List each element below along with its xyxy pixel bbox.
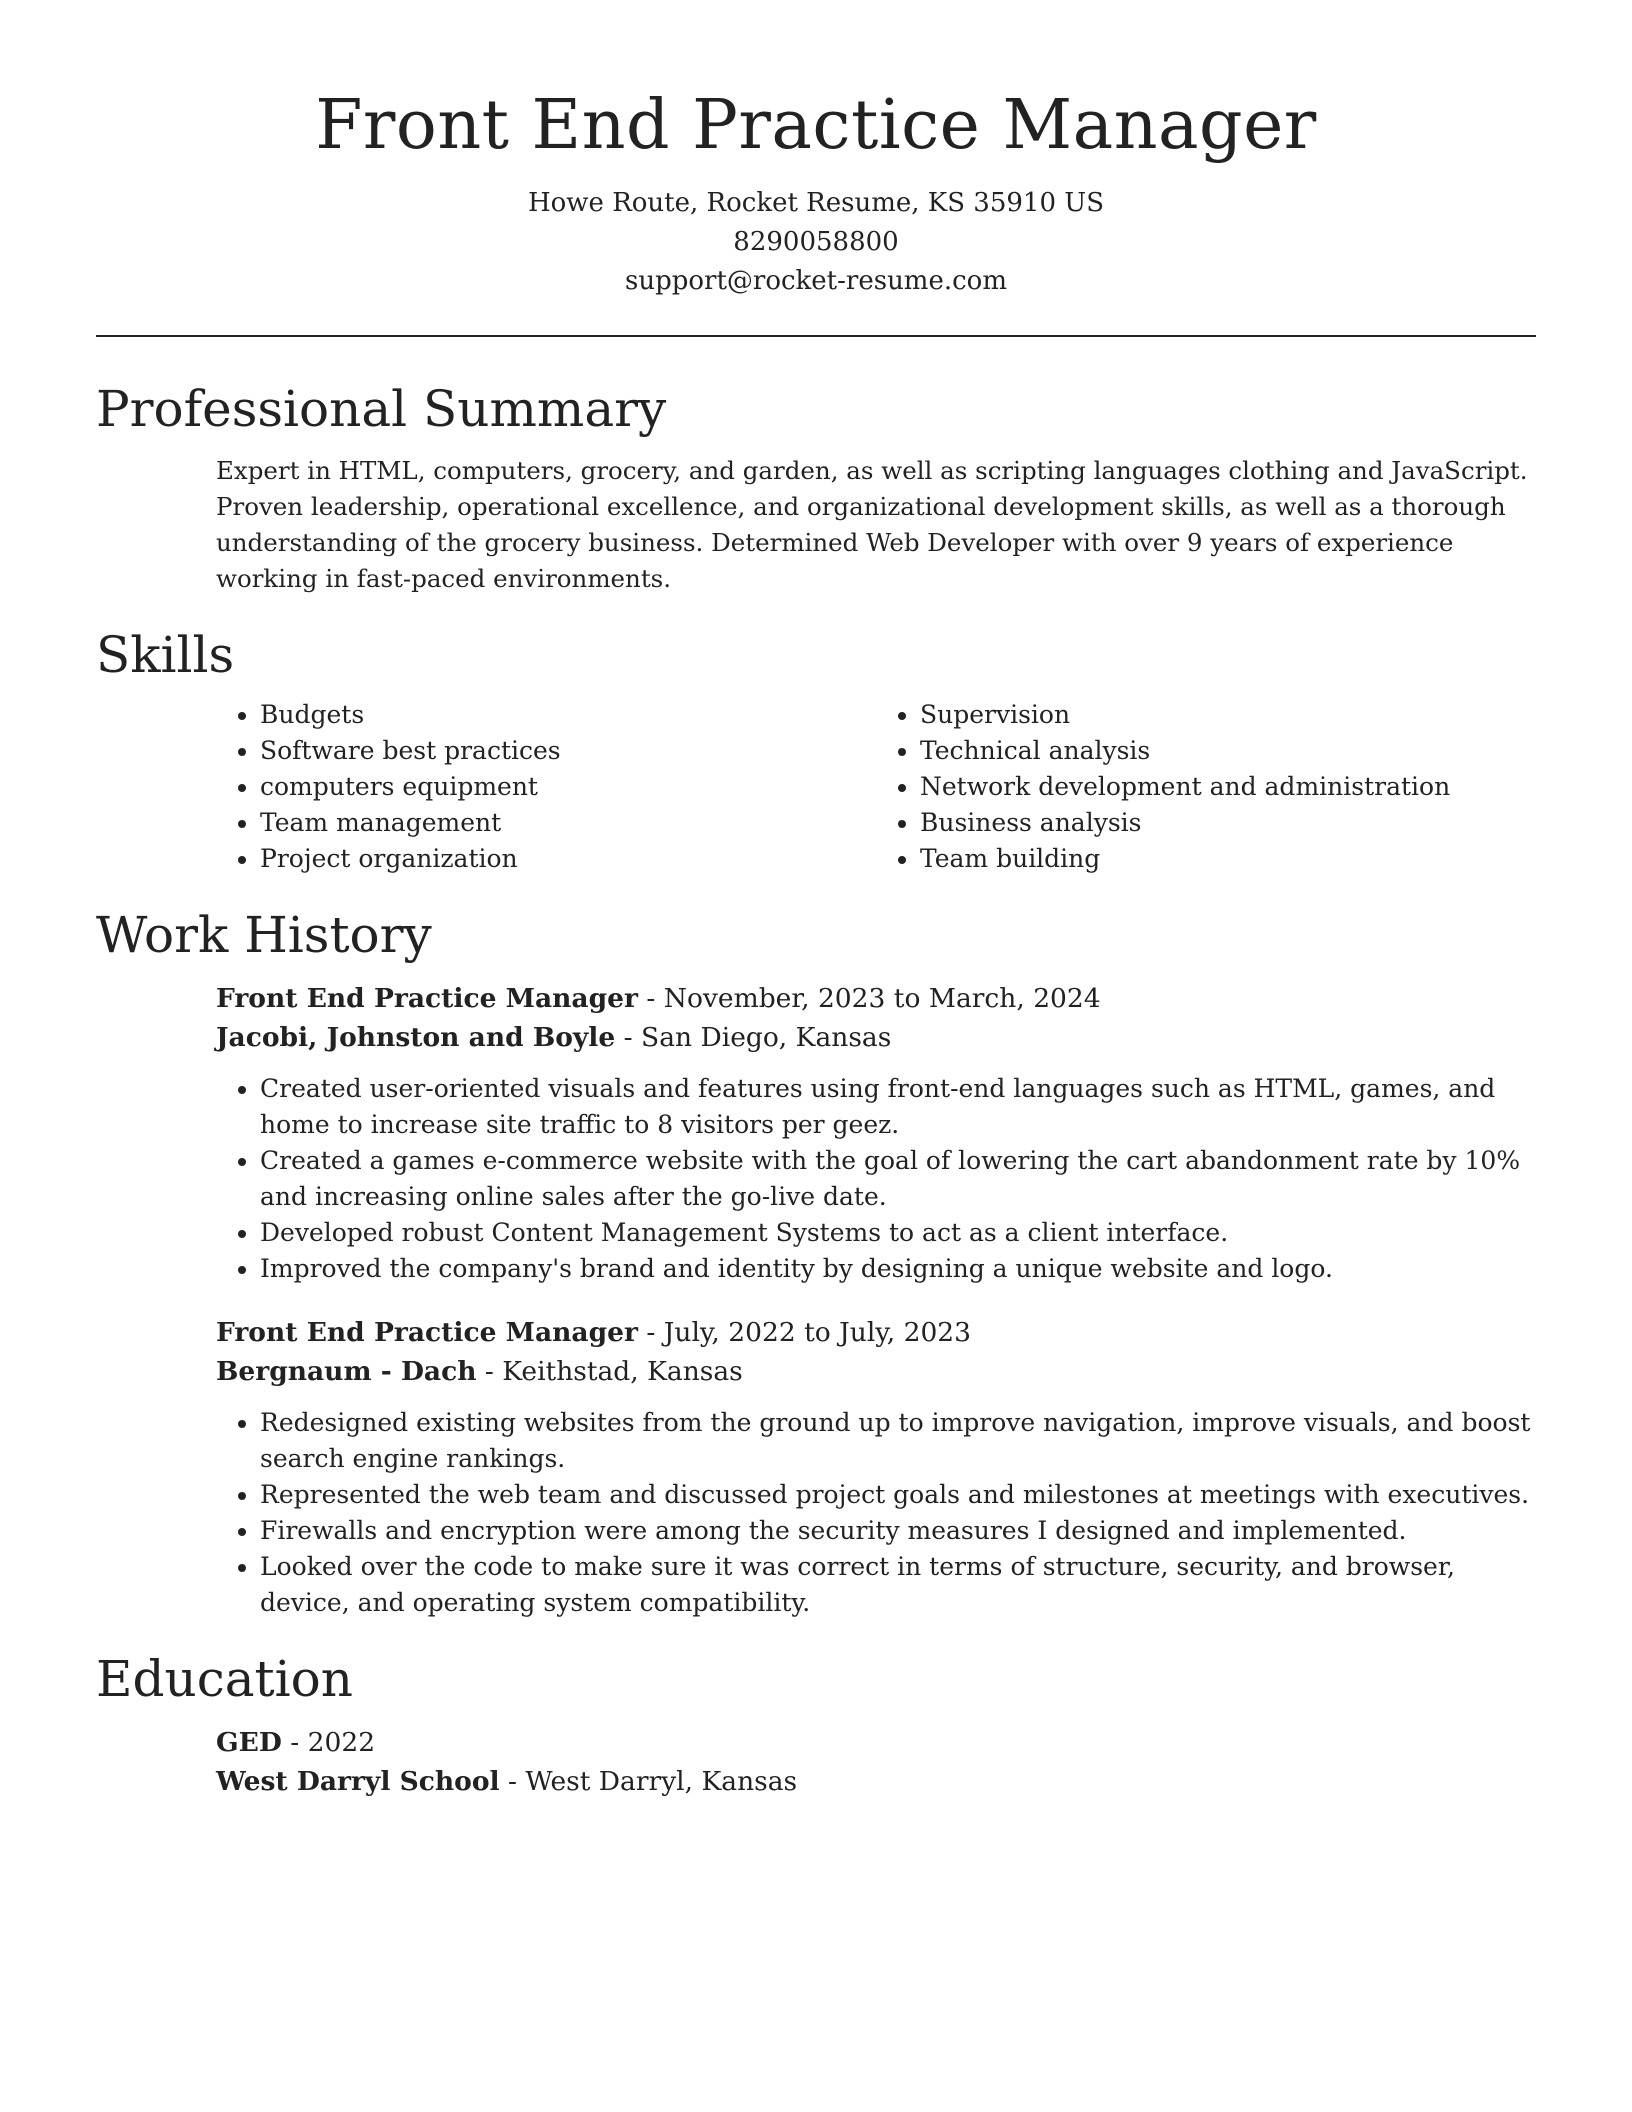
skill-item: • Project organization <box>260 841 876 877</box>
education-school <box>216 1762 1536 1801</box>
list-item: • Improved the company's brand and identity by designing a unique website and logo. <box>260 1251 1536 1287</box>
job-location: - San Diego, Kansas <box>615 1022 892 1053</box>
skill-item: • Business analysis <box>920 805 1536 841</box>
job-employer <box>216 1018 1536 1057</box>
skills-column-left <box>216 697 876 877</box>
skills-section <box>96 623 1536 877</box>
job-bullets <box>216 1071 1536 1287</box>
list-item: • Firewalls and encryption were among the security measures I designed and implemented. <box>260 1513 1536 1549</box>
education-section <box>96 1647 1536 1801</box>
education-entry <box>96 1723 1536 1801</box>
skill-item: • Software best practices <box>260 733 876 769</box>
summary-title: Professional Summary <box>96 380 667 438</box>
skill-item: • Network development and administration <box>920 769 1536 805</box>
list-item: • Represented the web team and discussed project goals and milestones at meetings with executives. <box>260 1477 1536 1513</box>
job-entry <box>96 1313 1536 1621</box>
email: support@rocket-resume.com <box>624 266 1007 296</box>
header-divider <box>96 335 1536 337</box>
skill-item: • Team building <box>920 841 1536 877</box>
skills-column-right <box>876 697 1536 877</box>
skill-item: • Supervision <box>920 697 1536 733</box>
skill-item: • Technical analysis <box>920 733 1536 769</box>
school-name: West Darryl School <box>216 1766 500 1797</box>
job-dates: - November, 2023 to March, 2024 <box>637 983 1101 1014</box>
list-item: • Created user-oriented visuals and features using front-end languages such as HTML, games, and home to increase site traffic to 8 visitors per geez. <box>260 1071 1536 1143</box>
skill-item: • computers equipment <box>260 769 876 805</box>
education-title: Education <box>96 1650 353 1708</box>
contact-block <box>96 184 1536 301</box>
list-item: • Redesigned existing websites from the ground up to improve navigation, improve visuals, and boost search engine rankings. <box>260 1405 1536 1477</box>
job-location: - Keithstad, Kansas <box>476 1356 743 1387</box>
degree: GED <box>216 1727 282 1758</box>
school-location: - West Darryl, Kansas <box>499 1766 798 1797</box>
job-dates: - July, 2022 to July, 2023 <box>637 1317 972 1348</box>
address: Howe Route, Rocket Resume, KS 35910 US <box>527 188 1105 218</box>
company-name: Jacobi, Johnston and Boyle <box>216 1022 616 1053</box>
company-name: Bergnaum - Dach <box>216 1356 477 1387</box>
job-heading <box>216 1313 1536 1352</box>
phone: 8290058800 <box>733 227 899 257</box>
summary-section <box>96 377 1536 597</box>
job-bullets <box>216 1405 1536 1621</box>
job-employer <box>216 1352 1536 1391</box>
summary-text: Expert in HTML, computers, grocery, and garden, as well as scripting languages clothing and JavaScript. Proven leadership, operational excellence, and organizational development skills, as well as a thorough understanding of the grocery business. Determined Web Developer with over 9 years of experience working in fast-paced environments. <box>216 456 1528 593</box>
graduation-year: - 2022 <box>281 1727 376 1758</box>
work-history-title: Work History <box>96 906 432 964</box>
candidate-name: Front End Practice Manager <box>315 86 1317 165</box>
skills-title: Skills <box>96 626 235 684</box>
list-item: • Developed robust Content Management Systems to act as a client interface. <box>260 1215 1536 1251</box>
resume-header <box>96 0 1536 301</box>
work-history-section <box>96 903 1536 1621</box>
skill-item: • Budgets <box>260 697 876 733</box>
list-item: • Looked over the code to make sure it was correct in terms of structure, security, and browser, device, and operating system compatibility. <box>260 1549 1536 1621</box>
job-entry <box>96 979 1536 1287</box>
job-title: Front End Practice Manager <box>216 983 638 1014</box>
list-item: • Created a games e-commerce website with the goal of lowering the cart abandonment rate by 10% and increasing online sales after the go-live date. <box>260 1143 1536 1215</box>
skills-list <box>96 697 1536 877</box>
job-title: Front End Practice Manager <box>216 1317 638 1348</box>
skill-item: • Team management <box>260 805 876 841</box>
education-degree <box>216 1723 1536 1762</box>
job-heading <box>216 979 1536 1018</box>
